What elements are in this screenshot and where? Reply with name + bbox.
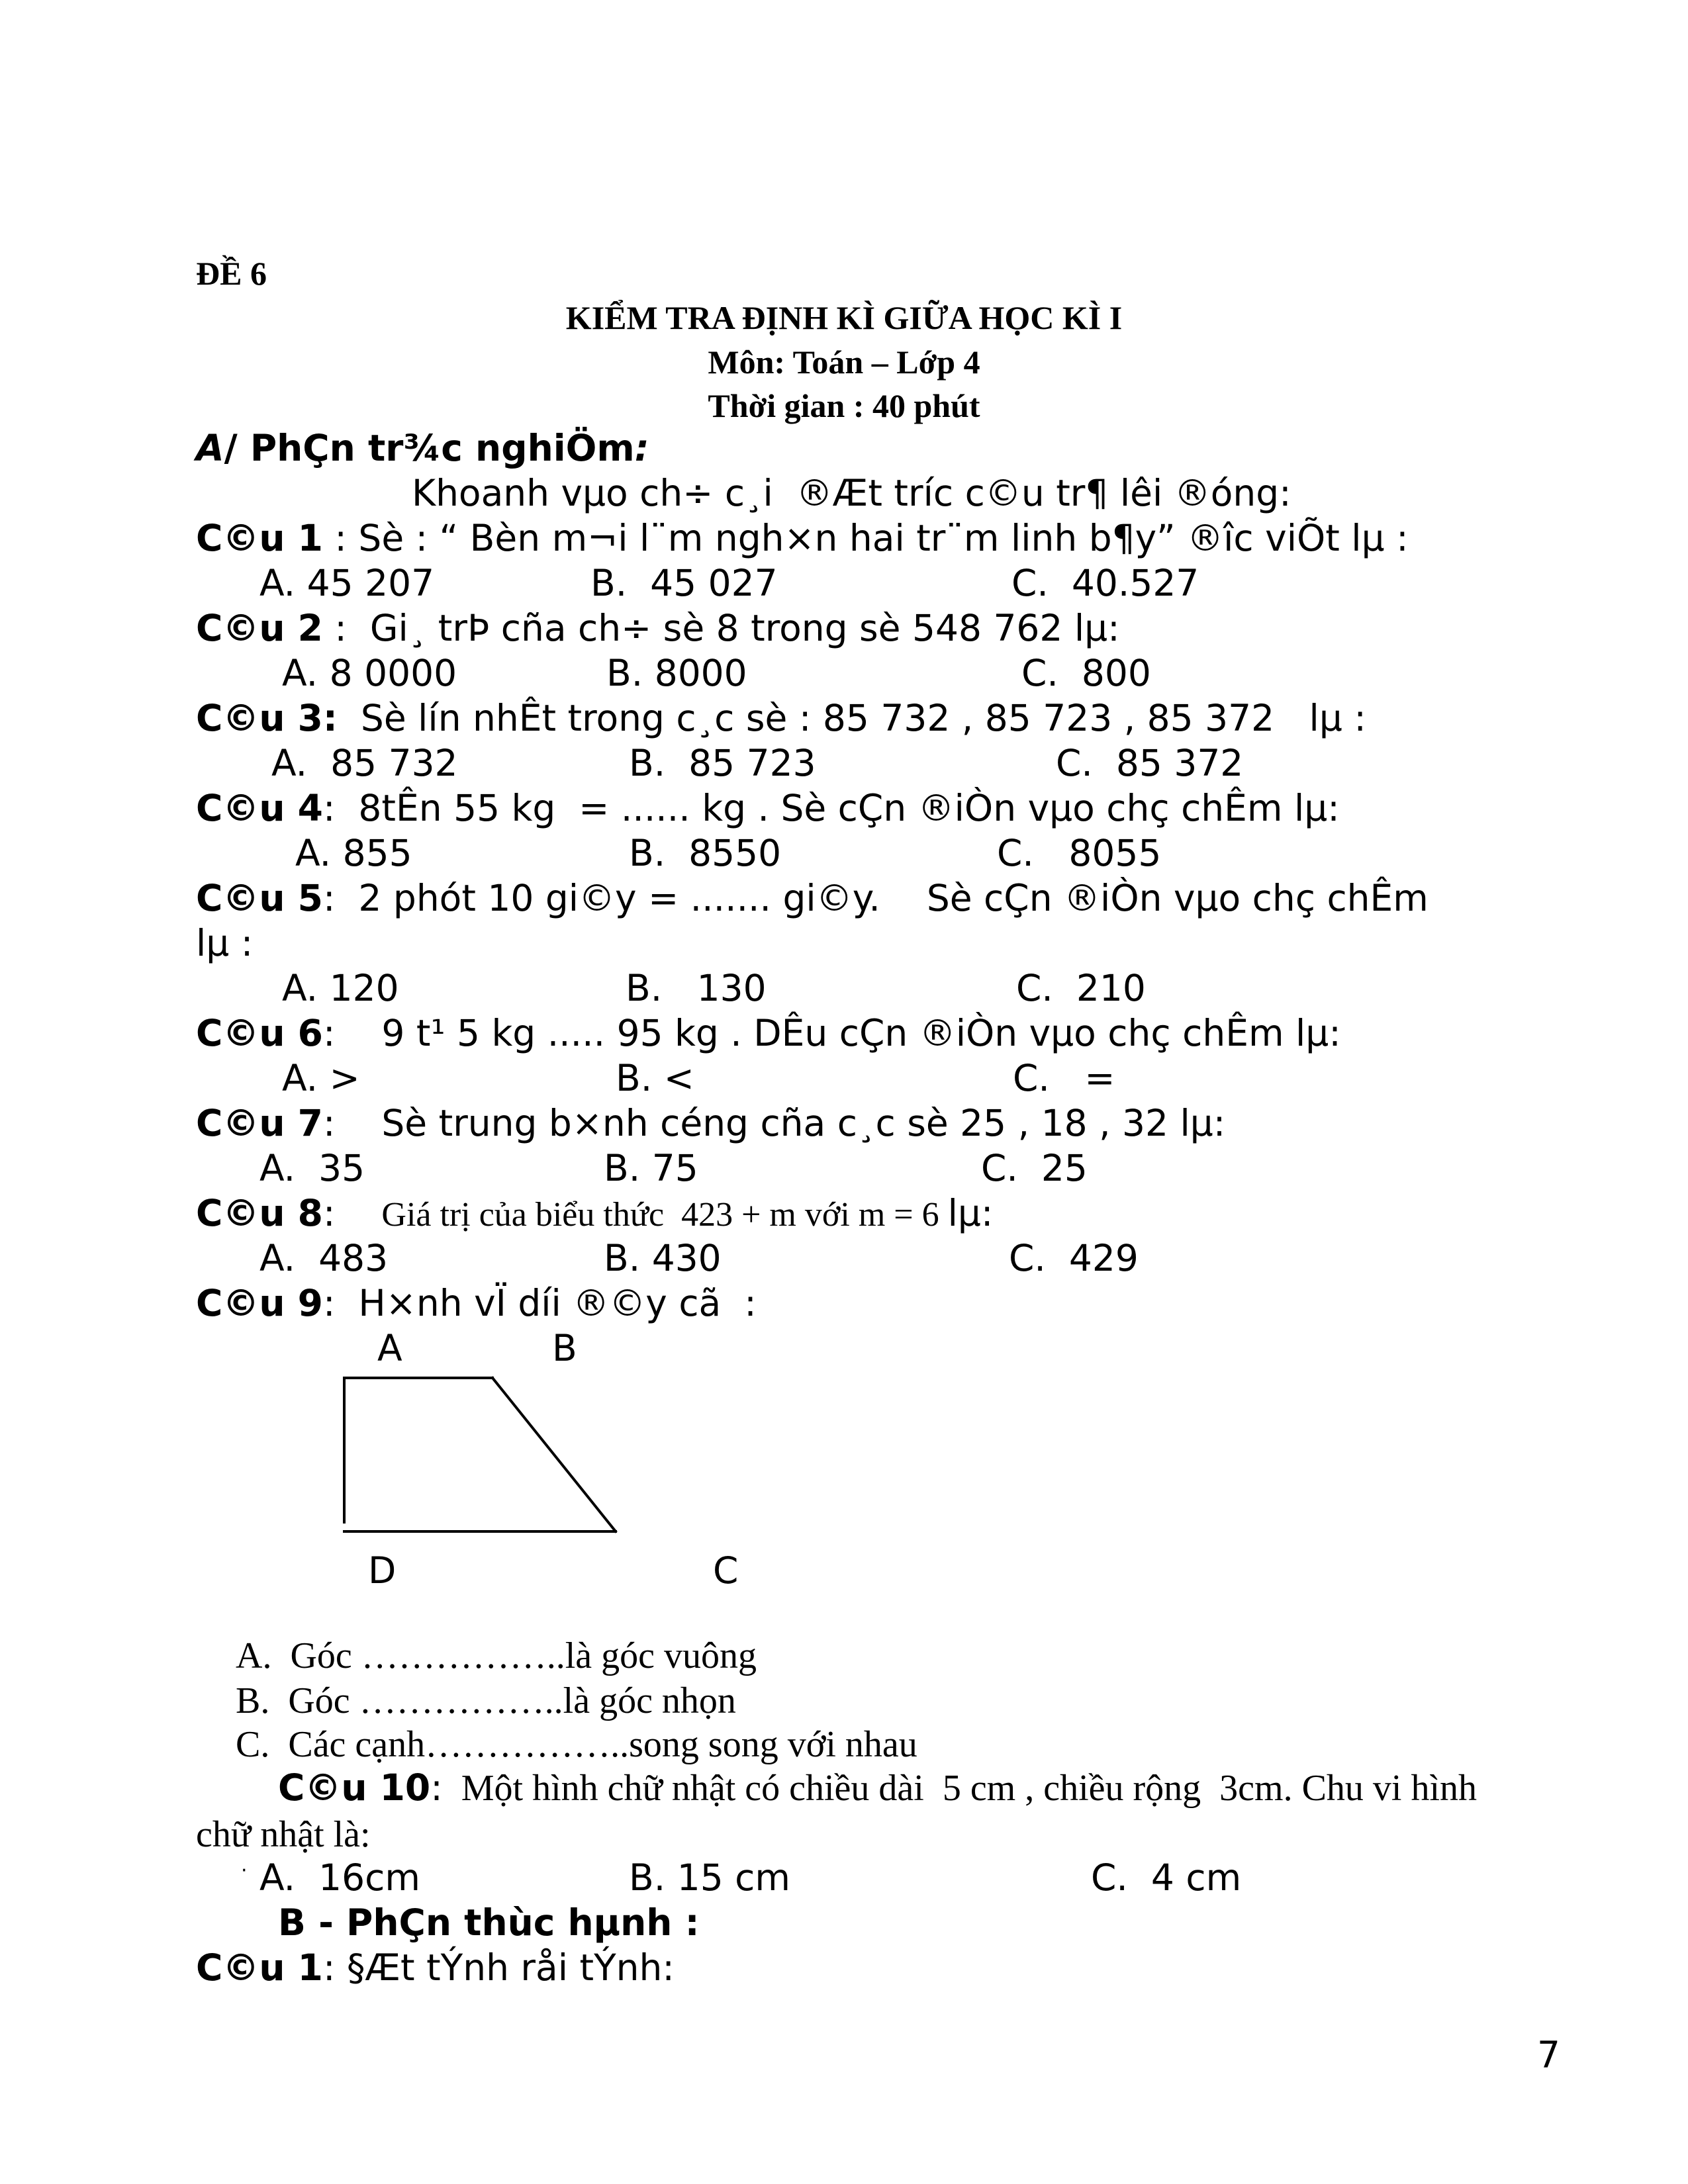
- question-text: : Gi¸ trÞ cña ch÷ sè 8 trong sè 548 762 lµ:: [322, 607, 1120, 649]
- question-label: C©u 10: [278, 1766, 431, 1809]
- q9-option-b: B. Góc ……………..là góc nhọn: [236, 1680, 736, 1721]
- part-a-colon: :: [634, 427, 649, 469]
- question-text: : 8tÊn 55 kg = ...... kg . Sè cÇn ®iÒn vµo chç chÊm lµ:: [322, 787, 1340, 829]
- question-label: C©u 2: [196, 607, 323, 649]
- option-a: A. 483: [259, 1237, 389, 1279]
- option-a: A. 855: [295, 832, 412, 874]
- question-10-continuation: chữ nhật là:: [196, 1814, 371, 1855]
- question-label: C©u 1: [196, 517, 323, 559]
- option-b: B. 8000: [606, 652, 747, 694]
- question-10: [278, 1766, 1477, 1809]
- question-text: : §Æt tÝnh råi tÝnh:: [322, 1946, 675, 1989]
- question-label: C©u 9: [196, 1282, 323, 1324]
- vertex-label-c: C: [713, 1549, 739, 1592]
- question-8-expression: Giá trị của biểu thức 423 + m với m = 6: [381, 1196, 948, 1234]
- question-label: C©u 1: [196, 1946, 323, 1989]
- option-b: B. 130: [626, 967, 767, 1009]
- option-c: C. =: [1013, 1057, 1115, 1099]
- exam-number: ĐỀ 6: [196, 255, 267, 292]
- question-label: C©u 5: [196, 877, 323, 919]
- q9-option-c: C. Các cạnh……………..song song với nhau: [236, 1724, 917, 1765]
- option-c: C. 85 372: [1056, 742, 1244, 784]
- option-c: C. 429: [1009, 1237, 1139, 1279]
- question-label: C©u 3:: [196, 697, 338, 739]
- option-c: C. 25: [981, 1147, 1088, 1189]
- part-a-letter: A: [196, 427, 224, 469]
- part-a-instruction: Khoanh vµo ch÷ c¸i ®Æt tríc c©u tr¶ lêi ®óng:: [412, 472, 1291, 514]
- option-a: A. 16cm: [259, 1856, 420, 1899]
- exam-subject: Môn: Toán – Lớp 4: [708, 343, 980, 381]
- question-text: Sè lín nhÊt trong c¸c sè : 85 732 , 85 723 , 85 372 lµ :: [337, 697, 1366, 739]
- option-a: A. 8 0000: [282, 652, 457, 694]
- option-b: B. 8550: [629, 832, 782, 874]
- question-label: C©u 4: [196, 787, 323, 829]
- option-a: A. 45 207: [259, 562, 435, 604]
- question-text: : 9 t¹ 5 kg ..... 95 kg . DÊu cÇn ®iÒn vµo chç chÊm lµ:: [322, 1012, 1341, 1054]
- option-b: B. 430: [604, 1237, 722, 1279]
- vertex-label-d: D: [368, 1549, 397, 1592]
- option-c: C. 40.527: [1011, 562, 1199, 604]
- question-label: C©u 7: [196, 1102, 323, 1144]
- question-label: C©u 6: [196, 1012, 323, 1054]
- option-b: B. <: [616, 1057, 694, 1099]
- question-5-continuation: lµ :: [196, 922, 254, 964]
- option-a: A. >: [282, 1057, 360, 1099]
- exam-title: KIỂM TRA ĐỊNH KÌ GIỮA HỌC KÌ I: [565, 299, 1123, 336]
- question-text: :: [322, 1192, 336, 1234]
- vertex-label-a: A: [377, 1327, 402, 1369]
- option-a: A. 120: [282, 967, 399, 1009]
- question-text: : Sè : “ Bèn m¬i l¨m ngh×n hai tr¨m linh b¶y” ®îc viÕt lµ :: [322, 517, 1409, 559]
- option-a: A. 85 732: [271, 742, 458, 784]
- question-text: : H×nh vÏ díi ®©y cã :: [322, 1282, 757, 1324]
- question-label: C©u 8: [196, 1192, 323, 1234]
- option-b: B. 75: [604, 1147, 698, 1189]
- edge-bc: [492, 1378, 616, 1531]
- question-10-colon: :: [430, 1766, 443, 1809]
- part-a-title: / PhÇn tr¾c nghiÖm: [224, 427, 635, 469]
- option-b: B. 45 027: [590, 562, 778, 604]
- part-b-heading: B - PhÇn thùc hµnh :: [278, 1901, 700, 1944]
- exam-time: Thời gian : 40 phút: [708, 387, 980, 424]
- q9-option-a: A. Góc ……………..là góc vuông: [236, 1635, 757, 1676]
- question-text: : Sè trung b×nh céng cña c¸c sè 25 , 18 , 32 lµ:: [322, 1102, 1226, 1144]
- vertex-label-b: B: [552, 1327, 577, 1369]
- question-text: Một hình chữ nhật có chiều dài 5 cm , chiều rộng 3cm. Chu vi hình: [461, 1768, 1477, 1809]
- option-bullet-dot: ·: [241, 1859, 248, 1882]
- option-a: A. 35: [259, 1147, 365, 1189]
- option-c: C. 8055: [997, 832, 1162, 874]
- question-text: : 2 phót 10 gi©y = ....... gi©y. Sè cÇn ®iÒn vµo chç chÊm: [322, 877, 1429, 919]
- option-b: B. 85 723: [629, 742, 816, 784]
- part-b-question-1: [196, 1946, 675, 1989]
- question-8-tail: lµ:: [947, 1192, 994, 1234]
- option-c: C. 210: [1016, 967, 1146, 1009]
- page-number: 7: [1537, 2034, 1560, 2076]
- option-b: B. 15 cm: [629, 1856, 790, 1899]
- option-c: C. 800: [1021, 652, 1151, 694]
- option-c: C. 4 cm: [1091, 1856, 1242, 1899]
